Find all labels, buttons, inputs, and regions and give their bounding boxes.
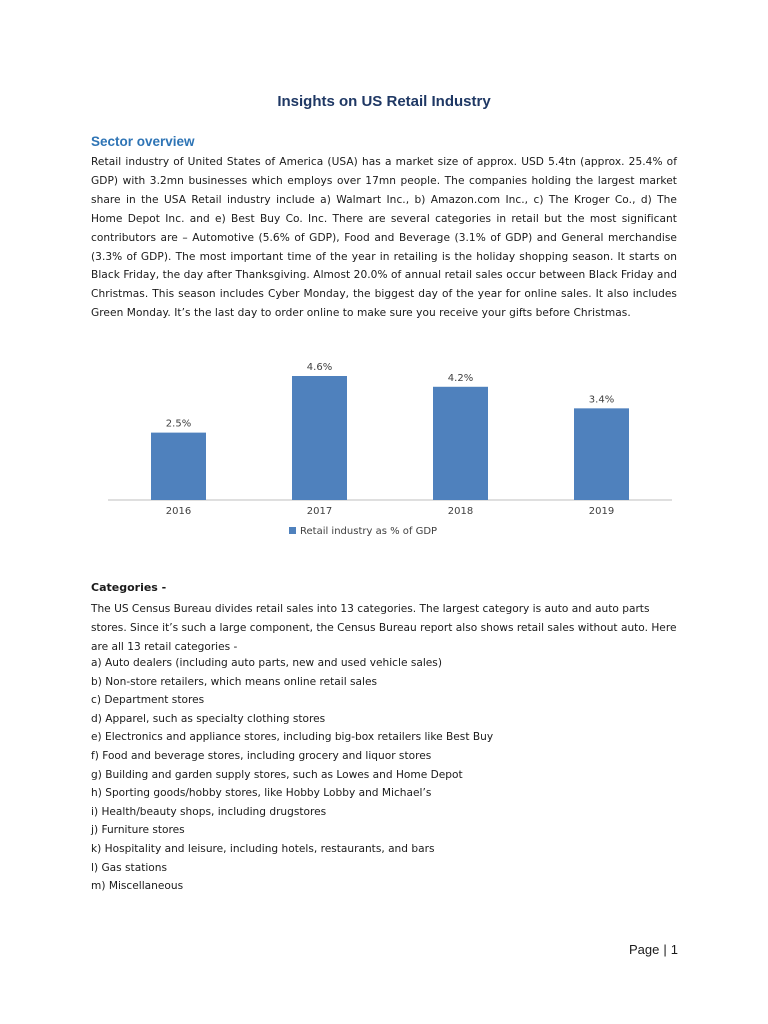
categories-heading: Categories - — [91, 581, 167, 594]
page-label: Page — [629, 942, 660, 957]
legend-label: Retail industry as % of GDP — [300, 526, 438, 537]
x-tick-label-2018: 2018 — [447, 506, 474, 517]
overview-paragraph: Retail industry of United States of America (USA) has a market size of approx. USD 5.4tn (approx. 25.4% of GDP) with 3.2mn businesses which employs over 17mn people. The companies holding the largest market share in the USA Retail industry include a) Walmart Inc., b) Amazon.com Inc., c) The Kroger Co., d) The Home Depot Inc. and e) Best Buy Co. Inc. There are several categories in retail but the most significant contributors are – Automotive (5.6% of GDP), Food and Beverage (3.1% of GDP) and General merchandise (3.3% of GDP). The most important time of the year in retailing is the holiday shopping season. It starts on Black Friday, the day after Thanksgiving. Almost 20.0% of annual retail sales occur between Black Friday and Christmas. This season includes Cyber Monday, the biggest day of the year for online sales. It also includes Green Monday. It’s the last day to order online to make sure you receive your gifts before Christmas. — [91, 156, 677, 320]
document-title: Insights on US Retail Industry — [277, 93, 491, 110]
data-label-2016: 2.5% — [165, 418, 192, 430]
x-tick-label-2019: 2019 — [588, 506, 615, 517]
category-item: a) Auto dealers (including auto parts, new and used vehicle sales) — [91, 657, 442, 669]
page-separator: | — [663, 942, 667, 957]
category-item: j) Furniture stores — [91, 824, 185, 837]
category-item: i) Health/beauty shops, including drugstores — [91, 805, 327, 818]
categories-list — [91, 654, 493, 896]
category-item: m) Miscellaneous — [91, 880, 184, 893]
category-item: b) Non-store retailers, which means online retail sales — [91, 675, 377, 688]
bar-2017 — [292, 376, 347, 500]
category-item: d) Apparel, such as specialty clothing stores — [91, 712, 326, 725]
category-item: k) Hospitality and leisure, including hotels, restaurants, and bars — [91, 842, 435, 855]
category-item: f) Food and beverage stores, including grocery and liquor stores — [91, 749, 432, 762]
bar-2018 — [433, 387, 488, 500]
retail-gdp-bar-chart — [91, 352, 677, 552]
x-tick-label-2017: 2017 — [306, 506, 333, 517]
legend-swatch — [289, 527, 296, 534]
bar-2016 — [151, 433, 206, 500]
category-item: g) Building and garden supply stores, such as Lowes and Home Depot — [91, 768, 463, 781]
category-item: l) Gas stations — [91, 861, 168, 874]
section-heading-sector-overview: Sector overview — [91, 134, 195, 149]
data-label-2019: 3.4% — [588, 394, 615, 406]
page-footer — [629, 942, 678, 957]
x-tick-label-2016: 2016 — [165, 506, 192, 517]
categories-intro: The US Census Bureau divides retail sales into 13 categories. The largest category is auto and auto parts stores. Since it’s such a large component, the Census Bureau report also shows retail sales without auto. Here are all 13 retail categories - — [91, 603, 677, 653]
category-item: h) Sporting goods/hobby stores, like Hobby Lobby and Michael’s — [91, 787, 432, 800]
category-item: c) Department stores — [91, 694, 205, 707]
page-number: 1 — [670, 942, 678, 957]
data-label-2017: 4.6% — [306, 362, 333, 373]
data-label-2018: 4.2% — [447, 372, 474, 384]
category-item: e) Electronics and appliance stores, including big-box retailers like Best Buy — [91, 731, 494, 744]
bar-2019 — [574, 408, 629, 500]
